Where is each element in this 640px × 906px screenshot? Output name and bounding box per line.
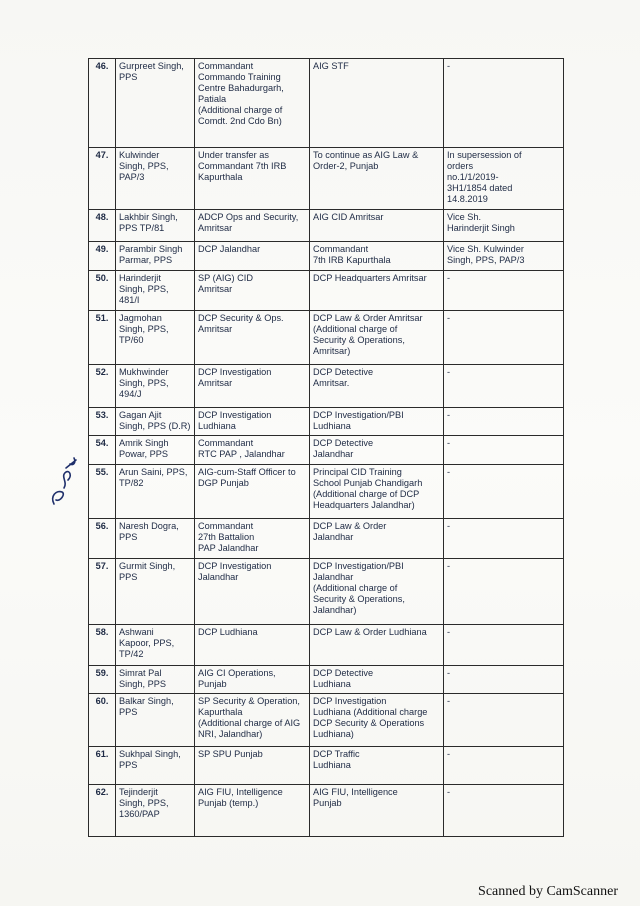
posted-from: DCP Investigation Ludhiana: [195, 408, 310, 436]
posted-from: Commandant Commando Training Centre Bahadurgarh, Patiala (Additional charge of Comdt. 2nd Cdo Bn): [195, 59, 310, 148]
posted-to: DCP Investigation/PBI Ludhiana: [310, 408, 444, 436]
table-row: [89, 311, 564, 365]
table-row: [89, 436, 564, 465]
remarks: -: [444, 666, 564, 694]
posted-from: Commandant 27th Battalion PAP Jalandhar: [195, 519, 310, 559]
officer-name: Jagmohan Singh, PPS, TP/60: [116, 311, 195, 365]
officer-name: Naresh Dogra, PPS: [116, 519, 195, 559]
posted-from: ADCP Ops and Security, Amritsar: [195, 210, 310, 242]
officer-name: Lakhbir Singh, PPS TP/81: [116, 210, 195, 242]
officer-name: Gurpreet Singh, PPS: [116, 59, 195, 148]
serial-number: 51.: [89, 311, 116, 365]
posted-to: Principal CID Training School Punjab Chandigarh (Additional charge of DCP Headquarters Jalandhar): [310, 465, 444, 519]
posted-from: DCP Investigation Amritsar: [195, 365, 310, 408]
handwritten-initials-signature: [46, 452, 82, 512]
remarks: -: [444, 59, 564, 148]
remarks: -: [444, 271, 564, 311]
table-row: [89, 785, 564, 837]
serial-number: 46.: [89, 59, 116, 148]
posted-to: DCP Law & Order Amritsar (Additional charge of Security & Operations, Amritsar): [310, 311, 444, 365]
table-row: [89, 625, 564, 666]
posted-from: DCP Security & Ops. Amritsar: [195, 311, 310, 365]
posted-from: Under transfer as Commandant 7th IRB Kapurthala: [195, 148, 310, 210]
remarks: Vice Sh. Kulwinder Singh, PPS, PAP/3: [444, 242, 564, 271]
table-row: [89, 59, 564, 148]
posted-to: DCP Law & Order Ludhiana: [310, 625, 444, 666]
posted-to: DCP Detective Ludhiana: [310, 666, 444, 694]
posted-from: SP Security & Operation, Kapurthala (Additional charge of AIG NRI, Jalandhar): [195, 694, 310, 747]
remarks: -: [444, 559, 564, 625]
officer-name: Sukhpal Singh, PPS: [116, 747, 195, 785]
officer-name: Ashwani Kapoor, PPS, TP/42: [116, 625, 195, 666]
remarks: -: [444, 625, 564, 666]
remarks: -: [444, 365, 564, 408]
serial-number: 62.: [89, 785, 116, 837]
serial-number: 49.: [89, 242, 116, 271]
table-row: [89, 559, 564, 625]
remarks: -: [444, 785, 564, 837]
posted-from: DCP Investigation Jalandhar: [195, 559, 310, 625]
table-row: [89, 747, 564, 785]
posted-from: AIG FIU, Intelligence Punjab (temp.): [195, 785, 310, 837]
posted-from: AIG-cum-Staff Officer to DGP Punjab: [195, 465, 310, 519]
table-row: [89, 242, 564, 271]
serial-number: 59.: [89, 666, 116, 694]
serial-number: 54.: [89, 436, 116, 465]
serial-number: 52.: [89, 365, 116, 408]
table-row: [89, 408, 564, 436]
officer-name: Tejinderjit Singh, PPS, 1360/PAP: [116, 785, 195, 837]
posted-to: To continue as AIG Law & Order-2, Punjab: [310, 148, 444, 210]
posted-to: DCP Traffic Ludhiana: [310, 747, 444, 785]
table-row: [89, 365, 564, 408]
posted-to: DCP Detective Jalandhar: [310, 436, 444, 465]
remarks: -: [444, 311, 564, 365]
officer-name: Arun Saini, PPS, TP/82: [116, 465, 195, 519]
officer-name: Parambir Singh Parmar, PPS: [116, 242, 195, 271]
posted-to: AIG CID Amritsar: [310, 210, 444, 242]
posted-to: AIG FIU, Intelligence Punjab: [310, 785, 444, 837]
remarks: -: [444, 519, 564, 559]
serial-number: 57.: [89, 559, 116, 625]
officer-name: Gagan Ajit Singh, PPS (D.R): [116, 408, 195, 436]
transfer-orders-table: [88, 58, 564, 837]
table-row: [89, 465, 564, 519]
posted-to: DCP Investigation/PBI Jalandhar (Additional charge of Security & Operations, Jalandhar): [310, 559, 444, 625]
serial-number: 53.: [89, 408, 116, 436]
serial-number: 50.: [89, 271, 116, 311]
remarks: -: [444, 408, 564, 436]
posted-from: SP (AIG) CID Amritsar: [195, 271, 310, 311]
serial-number: 55.: [89, 465, 116, 519]
posted-to: Commandant 7th IRB Kapurthala: [310, 242, 444, 271]
serial-number: 60.: [89, 694, 116, 747]
table-row: [89, 148, 564, 210]
serial-number: 58.: [89, 625, 116, 666]
serial-number: 56.: [89, 519, 116, 559]
officer-name: Gurmit Singh, PPS: [116, 559, 195, 625]
table-row: [89, 271, 564, 311]
posted-from: AIG CI Operations, Punjab: [195, 666, 310, 694]
posted-from: SP SPU Punjab: [195, 747, 310, 785]
officer-name: Mukhwinder Singh, PPS, 494/J: [116, 365, 195, 408]
posted-to: DCP Detective Amritsar.: [310, 365, 444, 408]
officer-name: Simrat Pal Singh, PPS: [116, 666, 195, 694]
remarks: -: [444, 436, 564, 465]
officer-name: Balkar Singh, PPS: [116, 694, 195, 747]
remarks: -: [444, 465, 564, 519]
serial-number: 48.: [89, 210, 116, 242]
remarks: Vice Sh. Harinderjit Singh: [444, 210, 564, 242]
posted-from: DCP Jalandhar: [195, 242, 310, 271]
posted-to: DCP Headquarters Amritsar: [310, 271, 444, 311]
officer-name: Amrik Singh Powar, PPS: [116, 436, 195, 465]
table-row: [89, 666, 564, 694]
posted-to: DCP Investigation Ludhiana (Additional charge DCP Security & Operations Ludhiana): [310, 694, 444, 747]
remarks: In supersession of orders no.1/1/2019- 3H1/1854 dated 14.8.2019: [444, 148, 564, 210]
remarks: -: [444, 694, 564, 747]
posted-to: AIG STF: [310, 59, 444, 148]
serial-number: 47.: [89, 148, 116, 210]
table-row: [89, 210, 564, 242]
table-row: [89, 694, 564, 747]
posted-to: DCP Law & Order Jalandhar: [310, 519, 444, 559]
posted-from: Commandant RTC PAP , Jalandhar: [195, 436, 310, 465]
remarks: -: [444, 747, 564, 785]
posted-from: DCP Ludhiana: [195, 625, 310, 666]
scanner-watermark: Scanned by CamScanner: [478, 884, 618, 899]
officer-name: Kulwinder Singh, PPS, PAP/3: [116, 148, 195, 210]
table-row: [89, 519, 564, 559]
officer-name: Harinderjit Singh, PPS, 481/I: [116, 271, 195, 311]
serial-number: 61.: [89, 747, 116, 785]
